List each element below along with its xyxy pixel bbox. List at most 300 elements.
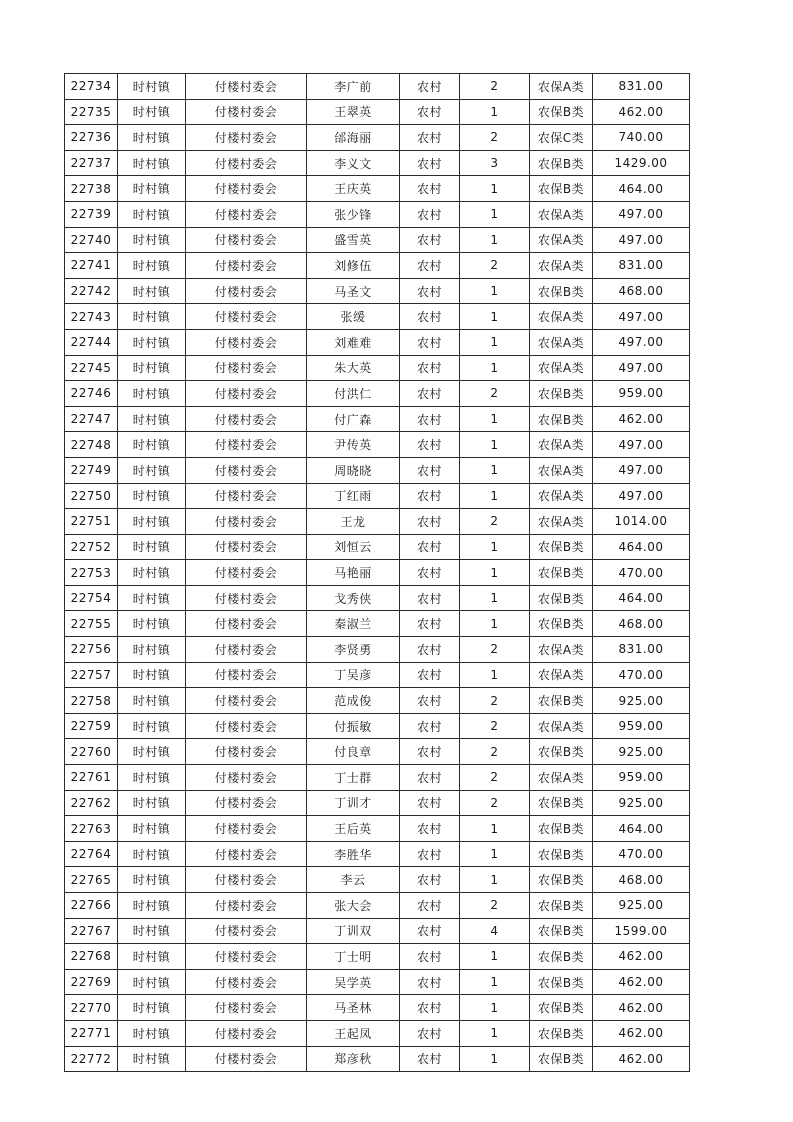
cell-type: 农村: [400, 662, 460, 688]
table-row: [65, 560, 690, 586]
cell-amount: 959.00: [593, 713, 690, 739]
cell-type: 农村: [400, 585, 460, 611]
benefits-roster-table: [64, 73, 690, 1072]
cell-category: 农保B类: [530, 688, 593, 714]
cell-id: 22747: [65, 406, 118, 432]
cell-name: 丁吴彦: [307, 662, 400, 688]
table-row: [65, 355, 690, 381]
cell-category: 农保B类: [530, 790, 593, 816]
table-row: [65, 713, 690, 739]
cell-village: 付楼村委会: [186, 278, 307, 304]
cell-id: 22770: [65, 995, 118, 1021]
cell-category: 农保B类: [530, 560, 593, 586]
cell-category: 农保B类: [530, 995, 593, 1021]
table-row: [65, 662, 690, 688]
cell-town: 时村镇: [118, 457, 186, 483]
cell-type: 农村: [400, 1020, 460, 1046]
table-row: [65, 867, 690, 893]
cell-village: 付楼村委会: [186, 688, 307, 714]
cell-category: 农保B类: [530, 406, 593, 432]
cell-name: 刘修伍: [307, 253, 400, 279]
cell-category: 农保A类: [530, 253, 593, 279]
table-row: [65, 150, 690, 176]
cell-id: 22749: [65, 457, 118, 483]
cell-village: 付楼村委会: [186, 457, 307, 483]
cell-count: 2: [460, 713, 530, 739]
cell-village: 付楼村委会: [186, 816, 307, 842]
cell-category: 农保B类: [530, 867, 593, 893]
cell-town: 时村镇: [118, 329, 186, 355]
cell-name: 王起凤: [307, 1020, 400, 1046]
cell-amount: 1429.00: [593, 150, 690, 176]
cell-category: 农保B类: [530, 816, 593, 842]
cell-category: 农保B类: [530, 841, 593, 867]
cell-town: 时村镇: [118, 227, 186, 253]
cell-count: 1: [460, 176, 530, 202]
table-row: [65, 227, 690, 253]
cell-name: 丁士明: [307, 944, 400, 970]
cell-amount: 468.00: [593, 278, 690, 304]
cell-town: 时村镇: [118, 99, 186, 125]
cell-id: 22757: [65, 662, 118, 688]
table-row: [65, 201, 690, 227]
cell-amount: 497.00: [593, 304, 690, 330]
cell-amount: 462.00: [593, 1020, 690, 1046]
cell-category: 农保B类: [530, 278, 593, 304]
cell-id: 22735: [65, 99, 118, 125]
cell-id: 22764: [65, 841, 118, 867]
cell-amount: 462.00: [593, 944, 690, 970]
cell-amount: 831.00: [593, 74, 690, 100]
cell-amount: 462.00: [593, 406, 690, 432]
table-row: [65, 918, 690, 944]
cell-town: 时村镇: [118, 790, 186, 816]
cell-village: 付楼村委会: [186, 1046, 307, 1072]
cell-amount: 740.00: [593, 125, 690, 151]
cell-type: 农村: [400, 995, 460, 1021]
cell-town: 时村镇: [118, 176, 186, 202]
cell-village: 付楼村委会: [186, 1020, 307, 1046]
cell-amount: 497.00: [593, 457, 690, 483]
table-row: [65, 739, 690, 765]
cell-id: 22760: [65, 739, 118, 765]
cell-village: 付楼村委会: [186, 99, 307, 125]
cell-category: 农保B类: [530, 944, 593, 970]
cell-count: 1: [460, 483, 530, 509]
table-row: [65, 74, 690, 100]
table-row: [65, 176, 690, 202]
cell-name: 王翠英: [307, 99, 400, 125]
table-row: [65, 688, 690, 714]
cell-type: 农村: [400, 739, 460, 765]
cell-village: 付楼村委会: [186, 867, 307, 893]
cell-count: 1: [460, 1020, 530, 1046]
cell-id: 22766: [65, 893, 118, 919]
cell-category: 农保B类: [530, 969, 593, 995]
cell-village: 付楼村委会: [186, 329, 307, 355]
cell-id: 22739: [65, 201, 118, 227]
cell-name: 刘难难: [307, 329, 400, 355]
cell-count: 1: [460, 278, 530, 304]
cell-town: 时村镇: [118, 893, 186, 919]
cell-type: 农村: [400, 227, 460, 253]
cell-count: 1: [460, 355, 530, 381]
cell-name: 秦淑兰: [307, 611, 400, 637]
cell-count: 1: [460, 944, 530, 970]
cell-category: 农保B类: [530, 176, 593, 202]
cell-type: 农村: [400, 816, 460, 842]
cell-amount: 464.00: [593, 585, 690, 611]
table-row: [65, 585, 690, 611]
cell-town: 时村镇: [118, 944, 186, 970]
cell-amount: 462.00: [593, 969, 690, 995]
cell-id: 22771: [65, 1020, 118, 1046]
cell-id: 22748: [65, 432, 118, 458]
table-row: [65, 329, 690, 355]
cell-name: 马艳丽: [307, 560, 400, 586]
cell-town: 时村镇: [118, 637, 186, 663]
cell-amount: 497.00: [593, 227, 690, 253]
cell-count: 1: [460, 99, 530, 125]
cell-category: 农保A类: [530, 329, 593, 355]
cell-count: 2: [460, 790, 530, 816]
cell-name: 付洪仁: [307, 381, 400, 407]
cell-id: 22765: [65, 867, 118, 893]
cell-type: 农村: [400, 253, 460, 279]
cell-town: 时村镇: [118, 278, 186, 304]
cell-name: 丁训双: [307, 918, 400, 944]
cell-name: 尹传英: [307, 432, 400, 458]
cell-name: 李云: [307, 867, 400, 893]
cell-type: 农村: [400, 893, 460, 919]
cell-count: 1: [460, 227, 530, 253]
cell-town: 时村镇: [118, 713, 186, 739]
cell-name: 丁红雨: [307, 483, 400, 509]
cell-village: 付楼村委会: [186, 893, 307, 919]
cell-amount: 470.00: [593, 560, 690, 586]
cell-town: 时村镇: [118, 969, 186, 995]
cell-village: 付楼村委会: [186, 944, 307, 970]
cell-town: 时村镇: [118, 918, 186, 944]
cell-category: 农保B类: [530, 1046, 593, 1072]
cell-type: 农村: [400, 74, 460, 100]
cell-id: 22746: [65, 381, 118, 407]
cell-amount: 831.00: [593, 637, 690, 663]
cell-id: 22741: [65, 253, 118, 279]
cell-type: 农村: [400, 867, 460, 893]
cell-amount: 959.00: [593, 381, 690, 407]
cell-type: 农村: [400, 381, 460, 407]
cell-type: 农村: [400, 278, 460, 304]
cell-type: 农村: [400, 201, 460, 227]
cell-village: 付楼村委会: [186, 406, 307, 432]
cell-id: 22761: [65, 765, 118, 791]
table-row: [65, 406, 690, 432]
cell-count: 1: [460, 662, 530, 688]
cell-count: 2: [460, 125, 530, 151]
cell-amount: 925.00: [593, 688, 690, 714]
cell-amount: 470.00: [593, 841, 690, 867]
cell-amount: 925.00: [593, 790, 690, 816]
cell-category: 农保A类: [530, 304, 593, 330]
table-row: [65, 99, 690, 125]
cell-type: 农村: [400, 150, 460, 176]
cell-name: 范成俊: [307, 688, 400, 714]
cell-type: 农村: [400, 790, 460, 816]
table-row: [65, 995, 690, 1021]
table-row: [65, 509, 690, 535]
cell-name: 付振敏: [307, 713, 400, 739]
cell-name: 丁训才: [307, 790, 400, 816]
table-row: [65, 765, 690, 791]
cell-category: 农保A类: [530, 713, 593, 739]
cell-amount: 462.00: [593, 995, 690, 1021]
cell-village: 付楼村委会: [186, 253, 307, 279]
cell-type: 农村: [400, 611, 460, 637]
cell-count: 4: [460, 918, 530, 944]
cell-town: 时村镇: [118, 406, 186, 432]
cell-id: 22745: [65, 355, 118, 381]
cell-village: 付楼村委会: [186, 227, 307, 253]
cell-type: 农村: [400, 969, 460, 995]
table-row: [65, 1046, 690, 1072]
cell-name: 李贤勇: [307, 637, 400, 663]
cell-amount: 464.00: [593, 534, 690, 560]
cell-count: 1: [460, 585, 530, 611]
cell-village: 付楼村委会: [186, 637, 307, 663]
cell-category: 农保A类: [530, 483, 593, 509]
cell-name: 马圣文: [307, 278, 400, 304]
cell-category: 农保A类: [530, 355, 593, 381]
cell-id: 22743: [65, 304, 118, 330]
cell-id: 22755: [65, 611, 118, 637]
cell-town: 时村镇: [118, 560, 186, 586]
cell-type: 农村: [400, 841, 460, 867]
cell-amount: 464.00: [593, 176, 690, 202]
cell-id: 22756: [65, 637, 118, 663]
cell-name: 郑彦秋: [307, 1046, 400, 1072]
table-row: [65, 1020, 690, 1046]
cell-name: 王后英: [307, 816, 400, 842]
cell-category: 农保A类: [530, 74, 593, 100]
cell-town: 时村镇: [118, 304, 186, 330]
cell-town: 时村镇: [118, 867, 186, 893]
cell-type: 农村: [400, 457, 460, 483]
cell-category: 农保A类: [530, 509, 593, 535]
cell-category: 农保B类: [530, 381, 593, 407]
table-row: [65, 816, 690, 842]
cell-town: 时村镇: [118, 253, 186, 279]
cell-id: 22753: [65, 560, 118, 586]
cell-village: 付楼村委会: [186, 176, 307, 202]
table-row: [65, 637, 690, 663]
cell-count: 1: [460, 560, 530, 586]
cell-type: 农村: [400, 483, 460, 509]
cell-type: 农村: [400, 406, 460, 432]
cell-town: 时村镇: [118, 841, 186, 867]
cell-id: 22772: [65, 1046, 118, 1072]
cell-amount: 464.00: [593, 816, 690, 842]
cell-id: 22737: [65, 150, 118, 176]
cell-count: 1: [460, 995, 530, 1021]
table-row: [65, 969, 690, 995]
table-row: [65, 125, 690, 151]
cell-village: 付楼村委会: [186, 201, 307, 227]
cell-count: 1: [460, 432, 530, 458]
cell-count: 2: [460, 381, 530, 407]
cell-type: 农村: [400, 125, 460, 151]
cell-type: 农村: [400, 944, 460, 970]
cell-village: 付楼村委会: [186, 662, 307, 688]
cell-type: 农村: [400, 765, 460, 791]
cell-name: 李广前: [307, 74, 400, 100]
cell-amount: 468.00: [593, 867, 690, 893]
cell-amount: 925.00: [593, 739, 690, 765]
cell-name: 张缓: [307, 304, 400, 330]
cell-village: 付楼村委会: [186, 125, 307, 151]
cell-village: 付楼村委会: [186, 432, 307, 458]
cell-type: 农村: [400, 688, 460, 714]
cell-category: 农保B类: [530, 99, 593, 125]
cell-id: 22754: [65, 585, 118, 611]
cell-type: 农村: [400, 637, 460, 663]
cell-type: 农村: [400, 918, 460, 944]
cell-id: 22738: [65, 176, 118, 202]
cell-name: 朱大英: [307, 355, 400, 381]
cell-name: 张少锋: [307, 201, 400, 227]
cell-amount: 468.00: [593, 611, 690, 637]
cell-count: 1: [460, 816, 530, 842]
cell-id: 22734: [65, 74, 118, 100]
cell-town: 时村镇: [118, 611, 186, 637]
cell-name: 丁士群: [307, 765, 400, 791]
table-row: [65, 534, 690, 560]
cell-town: 时村镇: [118, 816, 186, 842]
cell-category: 农保B类: [530, 611, 593, 637]
cell-name: 张大会: [307, 893, 400, 919]
cell-village: 付楼村委会: [186, 713, 307, 739]
cell-town: 时村镇: [118, 662, 186, 688]
cell-category: 农保A类: [530, 432, 593, 458]
cell-village: 付楼村委会: [186, 841, 307, 867]
cell-village: 付楼村委会: [186, 534, 307, 560]
cell-count: 1: [460, 1046, 530, 1072]
cell-name: 盛雪英: [307, 227, 400, 253]
cell-town: 时村镇: [118, 150, 186, 176]
table-row: [65, 253, 690, 279]
cell-id: 22769: [65, 969, 118, 995]
cell-village: 付楼村委会: [186, 483, 307, 509]
cell-town: 时村镇: [118, 688, 186, 714]
cell-count: 2: [460, 253, 530, 279]
cell-name: 刘恒云: [307, 534, 400, 560]
cell-village: 付楼村委会: [186, 995, 307, 1021]
cell-id: 22744: [65, 329, 118, 355]
cell-amount: 497.00: [593, 355, 690, 381]
cell-type: 农村: [400, 713, 460, 739]
cell-village: 付楼村委会: [186, 74, 307, 100]
cell-id: 22758: [65, 688, 118, 714]
cell-amount: 497.00: [593, 201, 690, 227]
cell-id: 22767: [65, 918, 118, 944]
cell-town: 时村镇: [118, 1020, 186, 1046]
cell-name: 邰海丽: [307, 125, 400, 151]
cell-type: 农村: [400, 304, 460, 330]
table-row: [65, 457, 690, 483]
cell-category: 农保B类: [530, 1020, 593, 1046]
cell-village: 付楼村委会: [186, 611, 307, 637]
cell-name: 马圣林: [307, 995, 400, 1021]
cell-name: 戈秀侠: [307, 585, 400, 611]
cell-count: 1: [460, 611, 530, 637]
cell-count: 1: [460, 329, 530, 355]
cell-town: 时村镇: [118, 509, 186, 535]
cell-id: 22752: [65, 534, 118, 560]
cell-count: 1: [460, 867, 530, 893]
table-row: [65, 381, 690, 407]
cell-id: 22762: [65, 790, 118, 816]
cell-village: 付楼村委会: [186, 381, 307, 407]
cell-type: 农村: [400, 560, 460, 586]
table-row: [65, 611, 690, 637]
cell-category: 农保A类: [530, 201, 593, 227]
table-row: [65, 304, 690, 330]
cell-id: 22751: [65, 509, 118, 535]
cell-count: 2: [460, 739, 530, 765]
cell-amount: 1599.00: [593, 918, 690, 944]
cell-village: 付楼村委会: [186, 150, 307, 176]
cell-count: 2: [460, 765, 530, 791]
cell-id: 22750: [65, 483, 118, 509]
cell-type: 农村: [400, 432, 460, 458]
cell-name: 王庆英: [307, 176, 400, 202]
cell-category: 农保A类: [530, 765, 593, 791]
cell-id: 22763: [65, 816, 118, 842]
cell-town: 时村镇: [118, 432, 186, 458]
cell-village: 付楼村委会: [186, 918, 307, 944]
cell-id: 22768: [65, 944, 118, 970]
cell-count: 2: [460, 74, 530, 100]
cell-count: 2: [460, 893, 530, 919]
cell-category: 农保B类: [530, 585, 593, 611]
cell-village: 付楼村委会: [186, 765, 307, 791]
cell-count: 1: [460, 406, 530, 432]
cell-name: 王龙: [307, 509, 400, 535]
cell-category: 农保B类: [530, 739, 593, 765]
table-row: [65, 841, 690, 867]
cell-type: 农村: [400, 99, 460, 125]
cell-count: 2: [460, 509, 530, 535]
cell-name: 付广森: [307, 406, 400, 432]
cell-amount: 462.00: [593, 99, 690, 125]
cell-type: 农村: [400, 329, 460, 355]
cell-count: 3: [460, 150, 530, 176]
cell-id: 22759: [65, 713, 118, 739]
cell-village: 付楼村委会: [186, 560, 307, 586]
cell-amount: 462.00: [593, 1046, 690, 1072]
cell-count: 1: [460, 841, 530, 867]
cell-amount: 925.00: [593, 893, 690, 919]
cell-name: 李胜华: [307, 841, 400, 867]
cell-town: 时村镇: [118, 381, 186, 407]
cell-name: 李义文: [307, 150, 400, 176]
cell-id: 22742: [65, 278, 118, 304]
table-row: [65, 278, 690, 304]
cell-category: 农保A类: [530, 637, 593, 663]
cell-type: 农村: [400, 176, 460, 202]
cell-village: 付楼村委会: [186, 969, 307, 995]
cell-category: 农保B类: [530, 918, 593, 944]
